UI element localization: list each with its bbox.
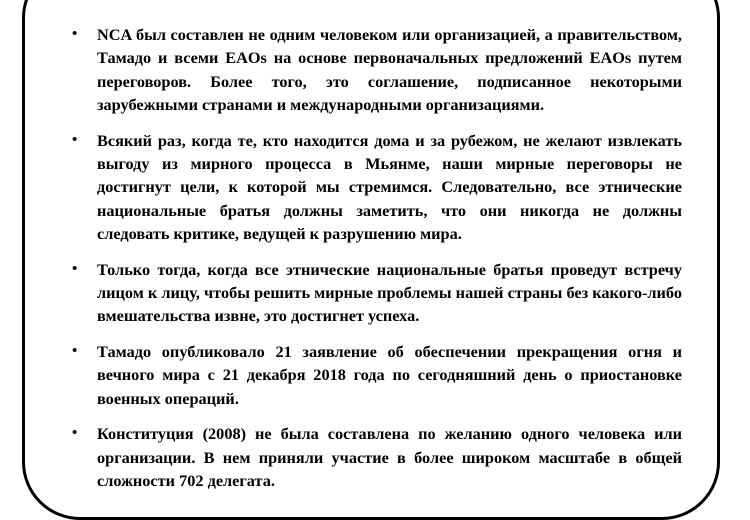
bullet-list: [72, 23, 682, 504]
bullet-item-1: [72, 23, 682, 117]
bullet-icon: •: [72, 26, 78, 42]
bullet-text-4: Тамадо опубликовало 21 заявление об обеспечении прекращения огня и вечного мира с 21 декабря 2018 года по сегодняшний день о приостановке военных операций.: [97, 341, 682, 408]
bullet-icon: •: [72, 131, 78, 148]
bullet-text-5: Конституция (2008) не была составлена по желанию одного человека или организации. В нем приняли участие в более широком масштабе в общей сложности 702 делегата.: [97, 424, 682, 490]
bullet-item-4: [72, 340, 682, 410]
bullet-text-3: Только тогда, когда все этнические национальные братья проведут встречу лицом к лицу, чтобы решить мирные проблемы нашей страны без какого-либо вмешательства извне, это достигнет успеха.: [97, 259, 682, 326]
bullet-icon: •: [72, 260, 78, 277]
bullet-text-1: NCA был составлен не одним человеком или организацией, а правительством, Тамадо и всеми EAOs на основе первоначальных предложений EAOs путем переговоров. Более того, это соглашение, подписанное некоторыми зарубежными странами и международными организациями.: [97, 25, 682, 115]
bullet-icon: •: [72, 425, 78, 442]
bullet-item-2: [72, 129, 682, 246]
bullet-text-2: Всякий раз, когда те, кто находится дома и за рубежом, не желают извлекать выгоду из мирного процесса в Мьянме, наши мирные переговоры не достигнут цели, к которой мы стремимся. Следовательно, все этнические национальные братья должны заметить, что они никогда не должны следовать критике, ведущей к разрушению мира.: [97, 130, 682, 244]
bullet-item-5: [72, 422, 682, 492]
bullet-icon: •: [72, 342, 78, 359]
bullet-item-3: [72, 258, 682, 328]
